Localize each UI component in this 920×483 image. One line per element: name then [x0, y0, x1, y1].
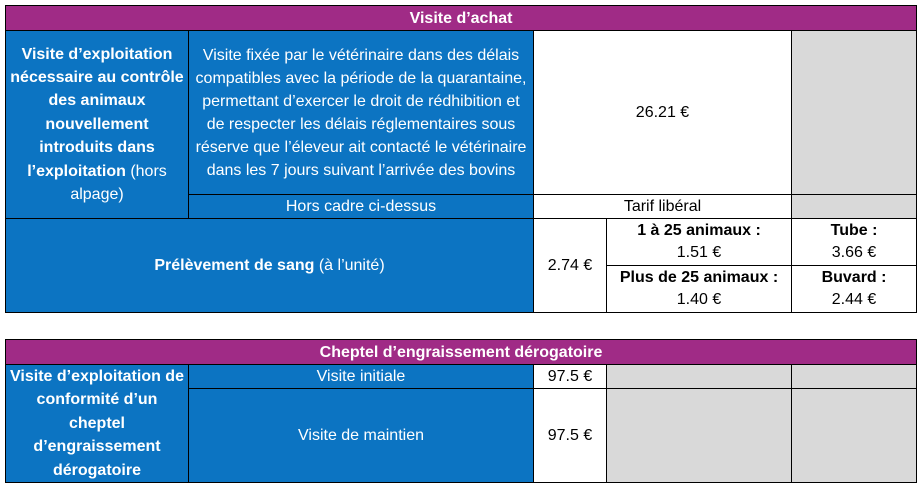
- visite-maintien-label: Visite de maintien: [189, 389, 534, 483]
- prelevement-label: [6, 219, 534, 313]
- visite-achat-table: [5, 5, 917, 313]
- grey-cell: [792, 365, 917, 389]
- tier2-price: 1.40 €: [676, 291, 722, 308]
- prelevement-label-bold: Prélèvement de sang: [154, 257, 315, 274]
- buvard-price: 2.44 €: [831, 291, 877, 308]
- tier2-label: Plus de 25 animaux :: [619, 269, 779, 286]
- prelevement-price: 2.74 €: [534, 219, 607, 313]
- visite-initiale-label: Visite initiale: [189, 365, 534, 389]
- hors-cadre-label: Hors cadre ci-dessus: [189, 195, 534, 219]
- tube-label: Tube :: [830, 222, 878, 239]
- buvard-label: Buvard :: [821, 269, 887, 286]
- tarif-liberal: Tarif libéral: [534, 195, 792, 219]
- grey-cell: [792, 31, 917, 195]
- tier1-label: 1 à 25 animaux :: [637, 222, 761, 239]
- grey-cell: [792, 195, 917, 219]
- visite-exploitation-label-normal: (hors alpage): [70, 162, 167, 204]
- visite-initiale-price: 97.5 €: [534, 365, 607, 389]
- visite-exploitation-label: [6, 31, 189, 219]
- buvard-cell: [792, 266, 917, 313]
- visite-price: 26.21 €: [534, 31, 792, 195]
- visite-exploitation-label-bold: Visite d’exploitation nécessaire au contrôle des animaux nouvellement introduits dans l’exploitation: [10, 45, 184, 180]
- visite-description: Visite fixée par le vétérinaire dans des délais compatibles avec la période de la quarantaine, permettant d’exercer le droit de rédhibition et de respecter les délais réglementaires sous réserve que l’éleveur ait contacté le vétérinaire dans les 7 jours suivant l’arrivée des bovins: [189, 31, 534, 195]
- tier1-price: 1.51 €: [676, 244, 722, 261]
- tube-price: 3.66 €: [831, 244, 877, 261]
- grey-cell: [792, 389, 917, 483]
- tier1-cell: [607, 219, 792, 266]
- tier2-cell: [607, 266, 792, 313]
- prelevement-label-normal: (à l’unité): [314, 257, 385, 274]
- visite-maintien-price: 97.5 €: [534, 389, 607, 483]
- grey-cell: [607, 389, 792, 483]
- cheptel-header: Cheptel d’engraissement dérogatoire: [6, 340, 917, 365]
- cheptel-table: [5, 339, 917, 483]
- visite-achat-header: Visite d’achat: [6, 6, 917, 31]
- tube-cell: [792, 219, 917, 266]
- grey-cell: [607, 365, 792, 389]
- cheptel-label: Visite d’exploitation de conformité d’un cheptel d’engraissement dérogatoire: [6, 365, 189, 483]
